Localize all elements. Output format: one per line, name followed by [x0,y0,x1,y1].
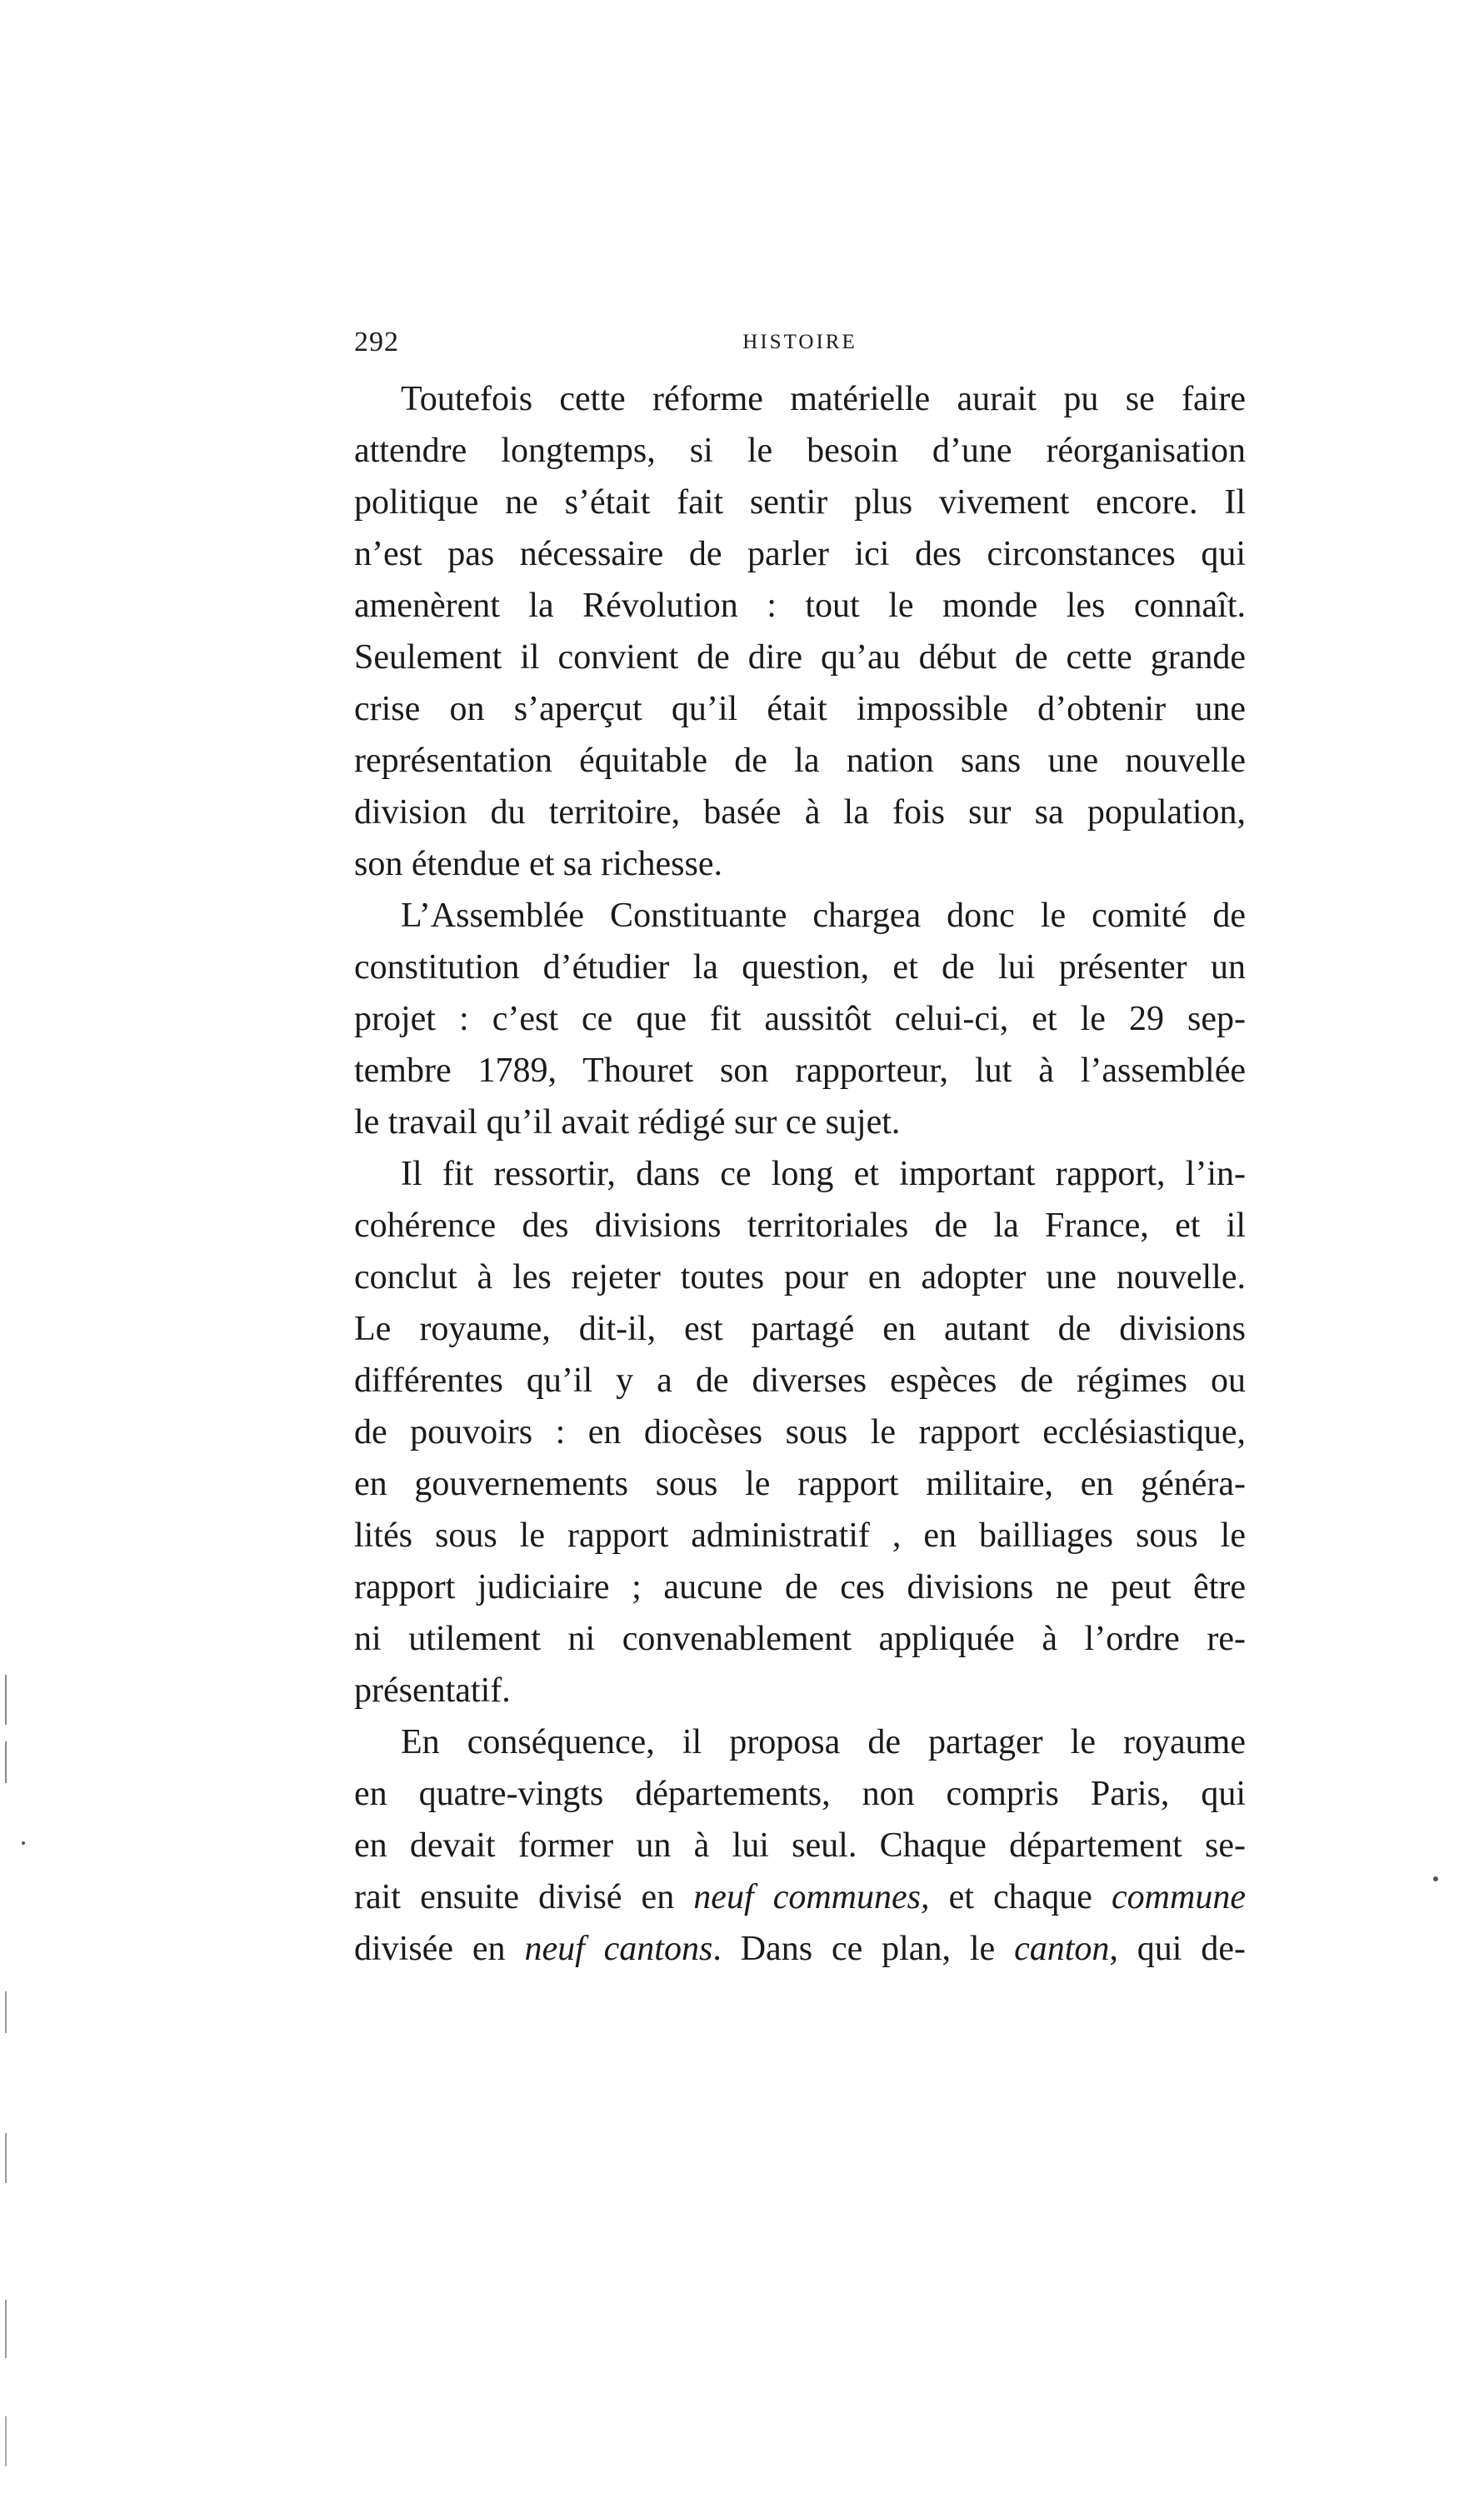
italic-term: neuf cantons [524,1930,713,1968]
paragraph-4 [354,1716,1246,1975]
text-line: présentatif. [354,1671,511,1710]
text-line: ni utilement ni convenablement appliquée à l’ordre re- [354,1620,1246,1658]
text-line: division du territoire, basée à la fois sur sa population, [354,793,1246,832]
text-line: son étendue et sa richesse. [354,845,723,883]
text-line: Seulement il convient de dire qu’au début de cette grande [354,638,1246,677]
text-line: crise on s’aperçut qu’il était impossible d’obtenir une [354,690,1246,728]
scan-speck [5,1991,7,2033]
text-line: conclut à les rejeter toutes pour en adopter une nouvelle. [354,1258,1246,1296]
text-line: n’est pas nécessaire de parler ici des circonstances qui [354,535,1246,573]
scan-speck [5,1741,7,1783]
text-line: Le royaume, dit-il, est partagé en autant de divisions [354,1310,1246,1348]
text-line: constitution d’étudier la question, et de lui présenter un [354,948,1246,987]
text-segment: rait ensuite divisé en [354,1878,694,1916]
scan-speck [1433,1876,1438,1881]
text-segment: , qui de- [1109,1930,1246,1968]
text-line: en devait former un à lui seul. Chaque département se- [354,1826,1246,1865]
text-line: représentation équitable de la nation sans une nouvelle [354,742,1246,780]
running-head: HISTOIRE [742,331,857,353]
scan-speck [5,1675,7,1725]
text-line: L’Assemblée Constituante chargea donc le comité de [401,897,1246,935]
text-line: en quatre-vingts départements, non compris Paris, qui [354,1775,1246,1813]
text-line: rapport judiciaire ; aucune de ces divisions ne peut être [354,1568,1246,1606]
text-line [354,1923,1246,1975]
text-segment: divisée en [354,1930,525,1968]
text-line: le travail qu’il avait rédigé sur ce sujet. [354,1103,901,1142]
text-line: politique ne s’était fait sentir plus vivement encore. Il [354,483,1246,522]
scan-speck [5,2300,7,2358]
italic-term: neuf communes, [693,1878,930,1916]
text-line [354,1871,1246,1923]
text-line: tembre 1789, Thouret son rapporteur, lut à l’assemblée [354,1052,1246,1090]
italic-term: canton [1014,1930,1110,1968]
text-line: Toutefois cette réforme matérielle aurait pu se faire [401,380,1246,418]
text-segment: . Dans ce plan, le [712,1930,1015,1968]
body-text [354,373,1246,1975]
text-line: différentes qu’il y a de diverses espèces de régimes ou [354,1361,1246,1400]
text-line: En conséquence, il proposa de partager le royaume [401,1723,1246,1761]
paragraph-3 [354,1148,1246,1716]
scan-speck [5,2133,7,2183]
text-line: projet : c’est ce que fit aussitôt celui-ci, et le 29 sep- [354,1000,1246,1038]
text-line: lités sous le rapport administratif , en bailliages sous le [354,1516,1246,1555]
paragraph-1 [354,373,1246,890]
page-header [354,322,1246,363]
text-line: amenèrent la Révolution : tout le monde les connaît. [354,587,1246,625]
text-line: attendre longtemps, si le besoin d’une réorganisation [354,432,1246,470]
text-line: en gouvernements sous le rapport militaire, en généra- [354,1465,1246,1503]
page-number: 292 [354,327,399,357]
scan-speck [5,2416,7,2466]
text-line: Il fit ressortir, dans ce long et important rapport, l’in- [401,1155,1246,1193]
scan-speck [22,1841,25,1845]
text-line: cohérence des divisions territoriales de la France, et il [354,1207,1246,1245]
paragraph-2 [354,890,1246,1148]
text-line: de pouvoirs : en diocèses sous le rapport ecclésiastique, [354,1413,1246,1451]
italic-term: commune [1112,1878,1246,1916]
text-segment: et chaque [929,1878,1112,1916]
